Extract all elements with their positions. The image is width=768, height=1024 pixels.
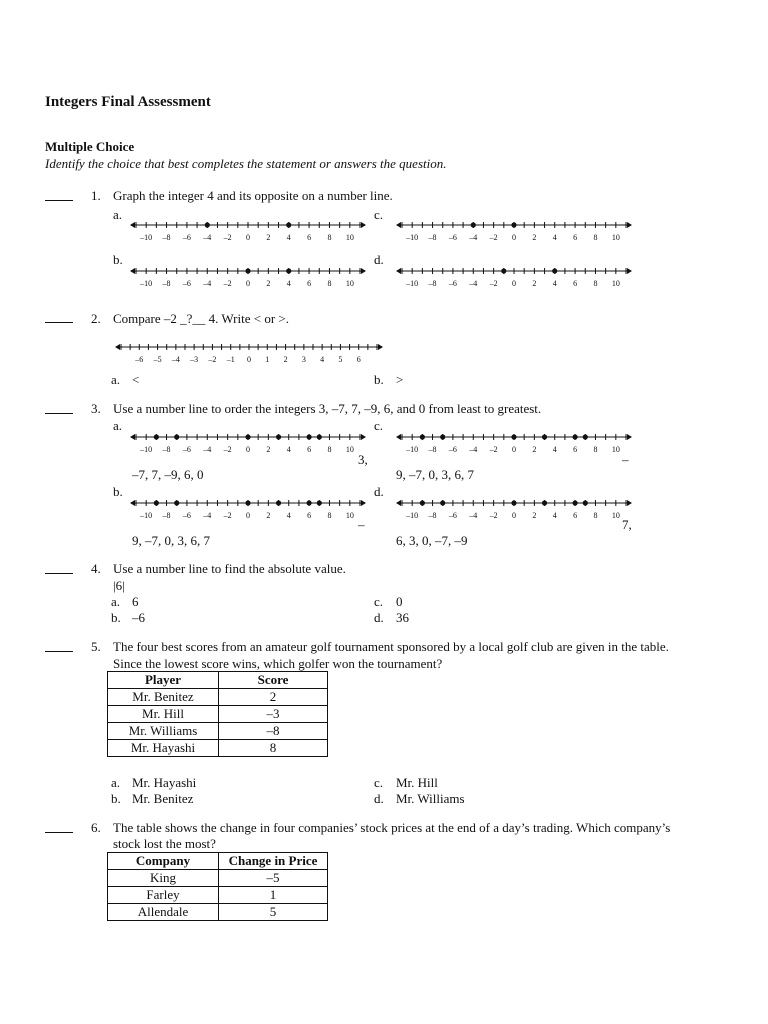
question-text-line-2: stock lost the most? [113,836,216,851]
option-letter: d. [374,610,384,625]
arrow-left-icon [130,434,135,440]
option-text: < [132,372,140,387]
graph-point [174,500,179,505]
question-number: 1. [91,188,101,203]
table-header: Player [108,672,219,689]
option-text: –7, 7, –9, 6, 0 [132,467,204,482]
graph-point [583,434,588,439]
tick-label: 0 [512,279,516,288]
tick-label: –8 [428,233,437,242]
table-row [108,870,328,887]
graph-point [276,500,281,505]
tick-label: 2 [532,279,537,288]
tick-label: 6 [356,355,361,364]
arrow-right-icon [361,268,366,274]
table-row [108,887,328,904]
tick-label: –4 [203,279,212,288]
tick-label: –4 [203,445,212,454]
question-number: 2. [91,311,101,326]
tick-label: –10 [140,511,153,520]
tick-label: –8 [162,445,171,454]
graph-point [542,500,547,505]
arrow-right-icon [361,222,366,228]
absolute-value-expression: |6| [113,578,125,593]
tick-label: –10 [406,279,419,288]
tick-label: –8 [428,511,437,520]
graph-point [317,434,322,439]
tick-label: 0 [512,511,516,520]
tick-label: –8 [162,279,171,288]
tick-label: 10 [611,511,620,520]
tick-label: –4 [469,445,478,454]
option-letter: a. [111,372,121,387]
table-header: Company [108,853,219,870]
table-cell: –3 [219,706,328,723]
arrow-left-icon [396,222,401,228]
option-letter: a. [111,775,121,790]
tick-label: 2 [532,445,537,454]
number-line-q3d [394,497,634,521]
tick-label: 6 [307,279,312,288]
tick-label: 8 [327,233,332,242]
table-row [108,723,328,740]
tick-label: 4 [552,279,557,288]
answer-blank[interactable] [45,821,73,833]
tick-label: –8 [162,233,171,242]
tick-label: –2 [489,445,498,454]
tick-label: –6 [448,445,457,454]
question-text-line-2: Since the lowest score wins, which golfer won the tournament? [113,656,443,671]
graph-point [572,434,577,439]
table-row [108,706,328,723]
table-cell: 2 [219,689,328,706]
arrow-left-icon [130,500,135,506]
tick-label: –10 [140,233,153,242]
option-text: 0 [396,594,403,609]
tick-label: 2 [266,233,271,242]
stock-table [107,852,328,921]
arrow-left-icon [130,268,135,274]
graph-point [276,434,281,439]
tick-label: 2 [266,279,271,288]
tick-label: –2 [489,511,498,520]
option-text: Mr. Hayashi [132,775,197,790]
tick-label: 10 [611,233,620,242]
arrow-right-icon [361,434,366,440]
tick-label: –8 [162,511,171,520]
option-trail: – [358,517,365,532]
tick-label: 2 [532,511,537,520]
graph-point [511,500,516,505]
table-cell: 1 [219,887,328,904]
graph-point [245,500,250,505]
tick-label: –10 [140,445,153,454]
tick-label: –1 [226,355,235,364]
table-header-row [108,853,328,870]
graph-point [286,268,291,273]
tick-label: 10 [345,511,354,520]
option-letter: b. [374,372,384,387]
option-letter: b. [113,484,123,499]
graph-point [286,222,291,227]
tick-label: 8 [593,445,598,454]
tick-label: 4 [320,355,325,364]
tick-label: –10 [406,445,419,454]
option-letter: d. [374,484,384,499]
tick-label: –3 [190,355,199,364]
option-letter: d. [374,791,384,806]
table-cell: Mr. Benitez [108,689,219,706]
question-text-line-1: The table shows the change in four companies’ stock prices at the end of a day’s trading. Which company’s [113,820,671,835]
tick-label: 6 [307,445,312,454]
option-letter: b. [113,252,123,267]
tick-label: –4 [469,511,478,520]
tick-label: –8 [428,279,437,288]
table-cell: Mr. Williams [108,723,219,740]
tick-label: 8 [593,233,598,242]
tick-label: –10 [406,511,419,520]
tick-label: 4 [286,511,291,520]
graph-point [245,268,250,273]
number-line-q1d [394,265,634,289]
arrow-right-icon [627,222,632,228]
graph-point [154,434,159,439]
tick-label: 6 [573,511,578,520]
graph-point [471,222,476,227]
tick-label: 0 [247,355,251,364]
tick-label: 2 [266,445,271,454]
table-cell: Mr. Hayashi [108,740,219,757]
answer-blank[interactable] [45,640,73,652]
graph-point [420,500,425,505]
number-line-q3b [128,497,368,521]
graph-point [583,500,588,505]
tick-label: 6 [307,511,312,520]
tick-label: –6 [448,233,457,242]
question-text-line-1: The four best scores from an amateur golf tournament sponsored by a local golf club are given in the table. [113,639,669,654]
tick-label: 5 [338,355,343,364]
table-cell: 5 [219,904,328,921]
tick-label: 2 [283,355,288,364]
graph-point [317,500,322,505]
tick-label: –2 [223,511,232,520]
answer-blank[interactable] [45,402,73,414]
question-text: Use a number line to order the integers 3, –7, 7, –9, 6, and 0 from least to greatest. [113,401,542,416]
tick-label: 4 [552,233,557,242]
option-text: 36 [396,610,409,625]
arrow-right-icon [627,500,632,506]
tick-label: 4 [552,445,557,454]
table-cell: Mr. Hill [108,706,219,723]
table-row [108,740,328,757]
tick-label: 10 [345,279,354,288]
tick-label: –6 [448,279,457,288]
option-text: 6 [132,594,139,609]
tick-label: –6 [182,233,191,242]
option-text: Mr. Benitez [132,791,194,806]
graph-point [542,434,547,439]
arrow-left-icon [396,268,401,274]
question-number: 6. [91,820,101,835]
question-text: Use a number line to find the absolute value. [113,561,346,576]
option-text: > [396,372,404,387]
tick-label: 10 [611,445,620,454]
arrow-right-icon [627,434,632,440]
graph-point [154,500,159,505]
number-line-q2 [113,341,385,365]
answer-blank[interactable] [45,311,73,323]
table-cell: Allendale [108,904,219,921]
option-letter: c. [374,775,384,790]
graph-point [306,434,311,439]
option-letter: c. [374,418,384,433]
graph-point [440,434,445,439]
table-cell: –5 [219,870,328,887]
tick-label: –2 [489,233,498,242]
question-number: 4. [91,561,101,576]
tick-label: –6 [182,445,191,454]
option-trail: 3, [358,452,368,467]
tick-label: 6 [573,233,578,242]
graph-point [306,500,311,505]
option-text: Mr. Williams [396,791,465,806]
graph-point [511,222,516,227]
option-trail: 7, [622,517,632,532]
table-header: Score [219,672,328,689]
option-letter: c. [374,207,384,222]
tick-label: –6 [182,279,191,288]
option-text: –6 [132,610,145,625]
tick-label: 8 [593,511,598,520]
tick-label: –4 [469,279,478,288]
scores-table [107,671,328,757]
tick-label: 0 [512,233,516,242]
tick-label: –4 [203,511,212,520]
tick-label: –4 [469,233,478,242]
tick-label: –6 [135,355,144,364]
option-text: Mr. Hill [396,775,438,790]
number-line-q1c [394,219,634,243]
option-trail: – [622,452,629,467]
graph-point [174,434,179,439]
tick-label: 4 [552,511,557,520]
graph-point [511,434,516,439]
option-letter: c. [374,594,384,609]
arrow-right-icon [378,344,383,350]
option-letter: d. [374,252,384,267]
arrow-left-icon [115,344,120,350]
table-row [108,904,328,921]
graph-point [245,434,250,439]
table-cell: 8 [219,740,328,757]
graph-point [440,500,445,505]
tick-label: 0 [246,445,250,454]
arrow-right-icon [627,268,632,274]
tick-label: 0 [246,233,250,242]
tick-label: 3 [301,355,306,364]
tick-label: 4 [286,279,291,288]
graph-point [501,268,506,273]
table-cell: King [108,870,219,887]
graph-point [572,500,577,505]
table-header: Change in Price [219,853,328,870]
tick-label: 6 [307,233,312,242]
option-letter: a. [113,207,123,222]
section-instructions: Identify the choice that best completes the statement or answers the question. [45,156,447,171]
arrow-left-icon [396,500,401,506]
section-heading: Multiple Choice [45,139,135,154]
tick-label: –10 [140,279,153,288]
option-text: 9, –7, 0, 3, 6, 7 [396,467,474,482]
tick-label: 10 [611,279,620,288]
tick-label: –4 [203,233,212,242]
option-letter: a. [111,594,121,609]
tick-label: 8 [327,445,332,454]
tick-label: –6 [448,511,457,520]
graph-point [552,268,557,273]
arrow-right-icon [361,500,366,506]
tick-label: 0 [246,279,250,288]
question-text: Graph the integer 4 and its opposite on a number line. [113,188,393,203]
tick-label: 6 [573,279,578,288]
tick-label: –2 [223,279,232,288]
answer-blank[interactable] [45,189,73,201]
tick-label: 4 [286,233,291,242]
tick-label: –5 [153,355,162,364]
tick-label: 0 [512,445,516,454]
tick-label: 10 [345,233,354,242]
page-title: Integers Final Assessment [45,94,211,110]
tick-label: 8 [327,279,332,288]
tick-label: 2 [266,511,271,520]
tick-label: 8 [593,279,598,288]
tick-label: –2 [223,233,232,242]
tick-label: 8 [327,511,332,520]
number-line-q3a [128,431,368,455]
number-line-q1b [128,265,368,289]
graph-point [420,434,425,439]
answer-blank[interactable] [45,562,73,574]
tick-label: 2 [532,233,537,242]
tick-label: 10 [345,445,354,454]
tick-label: –6 [182,511,191,520]
option-text: 9, –7, 0, 3, 6, 7 [132,533,210,548]
tick-label: 4 [286,445,291,454]
number-line-q1a [128,219,368,243]
tick-label: –2 [208,355,217,364]
arrow-left-icon [396,434,401,440]
option-letter: b. [111,791,121,806]
tick-label: 1 [265,355,270,364]
tick-label: –8 [428,445,437,454]
tick-label: –10 [406,233,419,242]
table-header-row [108,672,328,689]
graph-point [205,222,210,227]
question-number: 5. [91,639,101,654]
table-cell: –8 [219,723,328,740]
table-cell: Farley [108,887,219,904]
question-number: 3. [91,401,101,416]
tick-label: –2 [223,445,232,454]
option-letter: a. [113,418,123,433]
arrow-left-icon [130,222,135,228]
tick-label: –4 [171,355,180,364]
tick-label: 0 [246,511,250,520]
option-letter: b. [111,610,121,625]
table-row [108,689,328,706]
tick-label: 6 [573,445,578,454]
tick-label: –2 [489,279,498,288]
option-text: 6, 3, 0, –7, –9 [396,533,468,548]
question-text: Compare –2 _?__ 4. Write < or >. [113,311,290,326]
number-line-q3c [394,431,634,455]
